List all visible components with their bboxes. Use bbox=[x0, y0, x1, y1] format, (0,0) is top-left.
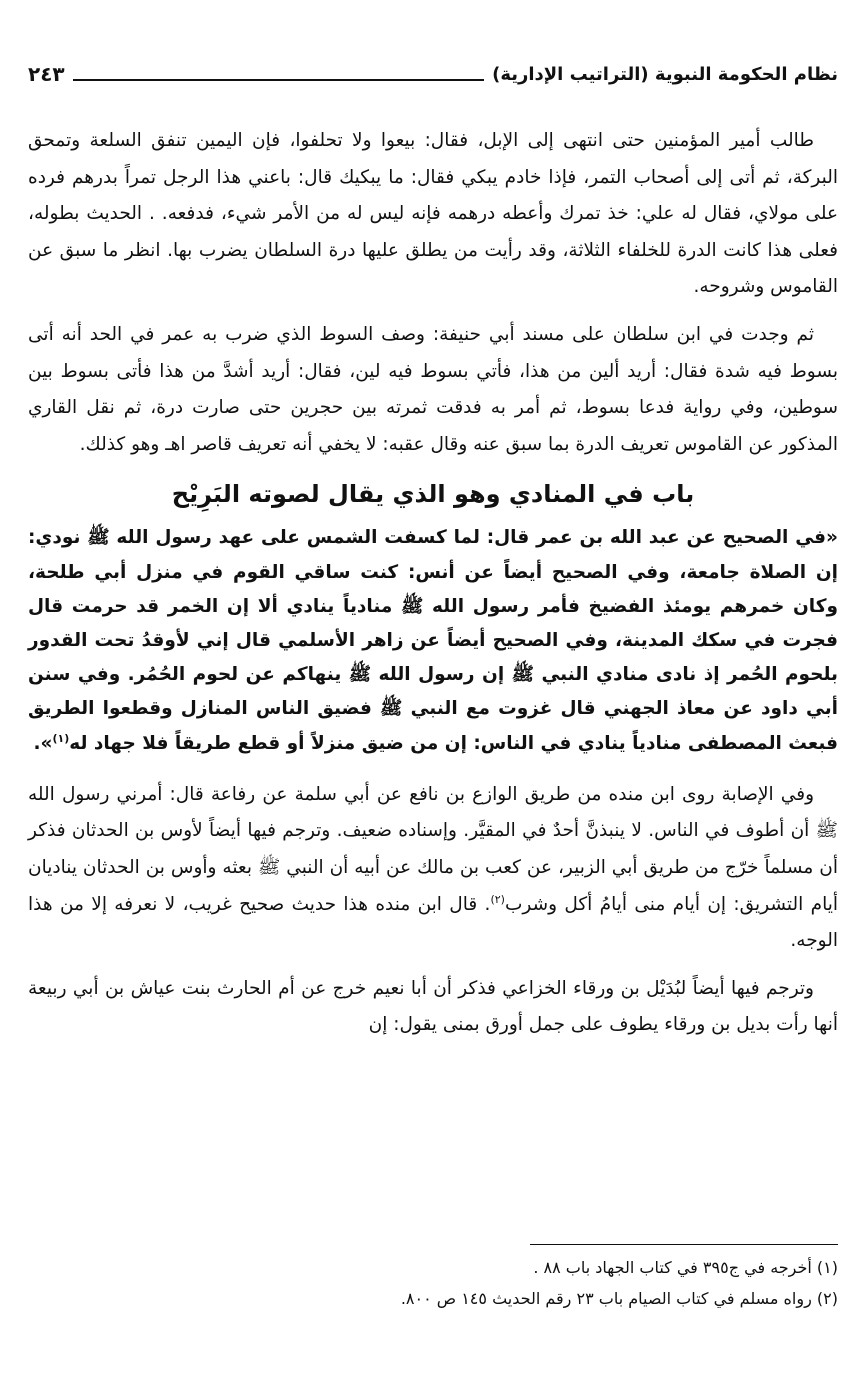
footnote-1: (١) أخرجه في ج٣٩٥ في كتاب الجهاد باب ٨٨ . bbox=[533, 1258, 838, 1277]
paragraph-1: طالب أمير المؤمنين حتى انتهى إلى الإبل، فقال: بيعوا ولا تحلفوا، فإن اليمين تنفق السلعة وتمحق البركة، ثم أتى إلى أصحاب التمر، فإذا خادم يبكي فقال: ما يبكيك قال: باعني هذا الرجل تمراً بدرهم فرده على مولاي، فقال له علي: خذ تمرك وأعطه درهمه فإنه ليس له من الأمر شيء، فدفعه. . الحديث بطوله، فعلى هذا كانت الدرة للخلفاء الثلاثة، وقد رأيت من يطلق عليها درة السلطان يضرب بها. انظر ما سبق عن القاموس وشروحه. bbox=[28, 130, 838, 298]
paragraph-4 bbox=[28, 777, 838, 960]
paragraph-4-text-b: . قال ابن منده هذا حديث صحيح غريب، لا نعرفه إلا من هذا الوجه. bbox=[28, 893, 838, 952]
footnotes bbox=[28, 1252, 838, 1314]
hadith-block bbox=[28, 521, 838, 760]
running-title: نظام الحكومة النبوية (التراتيب الإدارية) bbox=[492, 64, 838, 85]
running-head bbox=[28, 50, 838, 84]
hadith-text: «في الصحيح عن عبد الله بن عمر قال: لما كسفت الشمس على عهد رسول الله ﷺ نودي: إن الصلاة جامعة، وفي الصحيح أيضاً عن أنس: كنت ساقي القوم في منزل أبي طلحة، وكان خمرهم يومئذ الفضيخ فأمر رسول الله ﷺ منادياً ينادي ألا إن الخمر قد حرمت قال فجرت في سكك المدينة، وفي الصحيح أيضاً عن زاهر الأسلمي قال إني لأوقدُ تحت القدور بلحوم الحُمر إذ نادى منادي النبي ﷺ إن رسول الله ﷺ ينهاكم عن لحوم الحُمُر. وفي سنن أبي داود عن معاذ الجهني قال غزوت مع النبي ﷺ فضيق الناس المنازل وقطعوا الطريق فبعث المصطفى منادياً ينادي في الناس: إن من ضيق منزلاً أو قطع طريقاً فلا جهاد له bbox=[28, 527, 838, 754]
footnote-ref-1: (١) bbox=[52, 731, 70, 745]
footnote-ref-2: (٢) bbox=[490, 892, 505, 906]
footnote-separator bbox=[530, 1244, 838, 1245]
section-heading: باب في المنادي وهو الذي يقال لصوته البَرِيْح bbox=[171, 480, 695, 509]
footnote-2: (٢) رواه مسلم في كتاب الصيام باب ٢٣ رقم الحديث ١٤٥ ص ٨٠٠. bbox=[400, 1289, 838, 1308]
paragraph-5: وترجم فيها أيضاً لبُدَيْل بن ورقاء الخزاعي فذكر أن أبا نعيم خرج عن أم الحارث بنت عياش بن أبي ربيعة أنها رأت بديل بن ورقاء يطوف على جمل أورق بمنى يقول: إن bbox=[28, 977, 838, 1036]
header-rule bbox=[73, 79, 484, 81]
paragraph-4-text-a: وفي الإصابة روى ابن منده من طريق الوازع بن نافع عن أبي سلمة عن رفاعة قال: أمرني رسول الله ﷺ أن أطوف في الناس. لا ينبذنَّ أحدٌ في المقيَّر. وإسناده ضعيف. وترجم فيها أيضاً لأوس بن الحدثان فذكر أن مسلماً خرّج من طريق أبي الزبير، عن كعب بن مالك عن أبيه أن النبي ﷺ بعثه وأوس بن الحدثان يناديان أيام التشريق: إن أيام منى أيامُ أكل وشرب bbox=[28, 783, 838, 915]
page-number: ٢٤٣ bbox=[28, 62, 65, 86]
hadith-end: ». bbox=[33, 732, 53, 754]
paragraph-2: ثم وجدت في ابن سلطان على مسند أبي حنيفة: وصف السوط الذي ضرب به عمر في الحد أنه أتى بسوط فيه شدة فقال: أريد ألين من هذا، فأتي بسوط فيه لين، فقال: أريد أشدَّ من هذا فأتى بسوط بين سوطين، وفي رواية فدعا بسوط، ثم أمر به فدقت ثمرته بين حجرين حتى صارت درة، ثم نقل القاري المذكور عن القاموس تعريف الدرة بما سبق عنه وقال عقبه: لا يخفي أنه تعريف قاصر اهـ وهو كذلك. bbox=[28, 323, 838, 455]
main-text bbox=[28, 123, 838, 1044]
